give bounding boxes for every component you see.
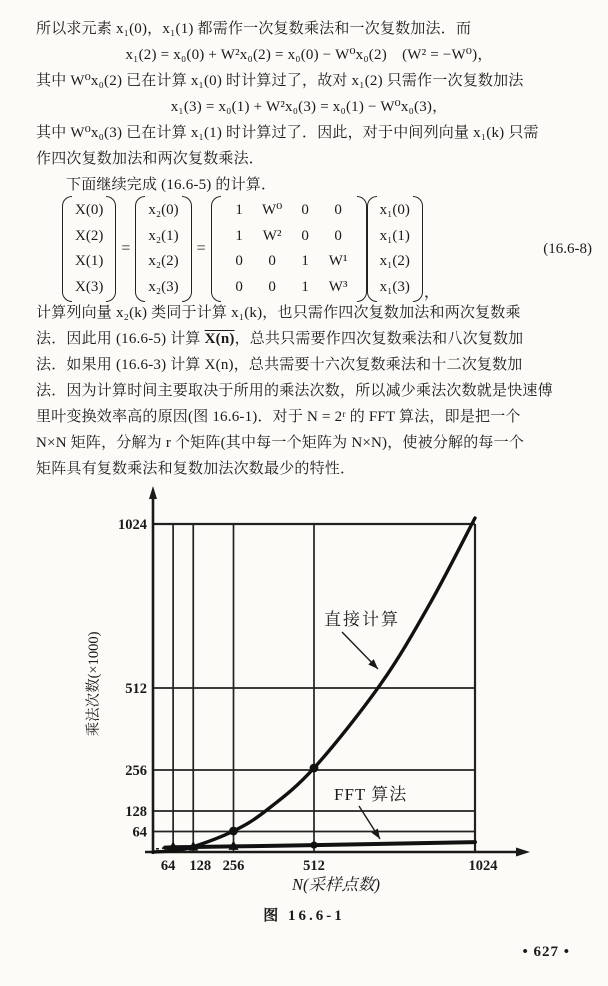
figure-caption: 图 16.6-1 xyxy=(263,908,345,924)
matrix-entry: 0 xyxy=(268,253,276,270)
matrix-entry: 1 xyxy=(301,278,309,295)
figure-16-6-1 xyxy=(28,484,576,898)
x-tick-label-512: 512 xyxy=(303,858,325,874)
paragraph-line xyxy=(36,326,582,352)
equals-sign: = xyxy=(121,240,131,257)
matrix-entry: 1 xyxy=(301,253,309,270)
page-number: • 627 • xyxy=(522,944,570,960)
equals-sign: = xyxy=(196,240,206,257)
left-paren xyxy=(135,196,145,302)
equation-x1-2: x₁(2) = x₀(0) + W²x₀(2) = x₀(0) − W⁰x₀(2) (W² = −W⁰)， xyxy=(125,47,493,63)
vector-entry: X(1) xyxy=(75,253,104,270)
matrix-row xyxy=(223,198,355,223)
fft-label-arrow-head xyxy=(371,829,380,839)
direct-curve-point-256 xyxy=(229,827,238,836)
x-tick-label-256: 256 xyxy=(222,858,245,874)
vector-entry: x₂(1) xyxy=(148,227,179,244)
vector-entry: x₂(0) xyxy=(148,202,179,219)
paragraph-line: 法．如果用 (16.6-3) 计算 X(n)，总共需要十六次复数乘法和十二次复数加 xyxy=(36,357,523,373)
text-segment: ，总共只需要作四次复数乘法和八次复数加 xyxy=(234,331,524,347)
vector-entry: X(3) xyxy=(75,278,104,295)
rhs-vector xyxy=(367,196,423,302)
matrix-equation-16-6-8 xyxy=(62,196,592,302)
mid-vector xyxy=(135,196,191,302)
matrix-entry: 1 xyxy=(235,202,243,219)
paragraph-line: 其中 W⁰x₀(2) 已在计算 x₁(0) 时计算过了，故对 x₁(2) 只需作一次复数加法 xyxy=(36,73,524,89)
x-tick-label-64: 64 xyxy=(160,858,176,874)
y-tick-label-256: 256 xyxy=(125,763,147,779)
matrix-entry: 0 xyxy=(235,278,243,295)
matrix-entry: 0 xyxy=(268,278,276,295)
paragraph-1 xyxy=(36,16,582,198)
matrix-row xyxy=(223,224,355,249)
overlined-xn: X(n) xyxy=(204,331,235,347)
paragraph-line: 下面继续完成 (16.6-5) 的计算． xyxy=(66,177,277,193)
matrix-entry: 0 xyxy=(235,253,243,270)
equation-x1-3: x₁(3) = x₀(1) + W²x₀(3) = x₀(1) − W⁰x₀(3)， xyxy=(170,99,448,115)
twiddle-matrix xyxy=(211,196,367,302)
left-paren xyxy=(367,196,377,302)
y-tick-label-128: 128 xyxy=(125,804,147,820)
lhs-vector xyxy=(62,196,116,302)
y-axis-arrow xyxy=(149,486,157,499)
vector-entry: x₁(0) xyxy=(379,202,410,219)
matrix-entry: 1 xyxy=(235,227,243,244)
matrix-row xyxy=(223,275,355,300)
y-tick-label-512: 512 xyxy=(125,681,147,697)
fft-algorithm-label: FFT 算法 xyxy=(334,785,408,804)
paragraph-line: 矩阵具有复数乘法和复数加法次数最少的特性． xyxy=(36,461,356,477)
comma: ， xyxy=(423,284,440,301)
paragraph-line: 里叶变换效率高的原因(图 16.6-1)．对于 N = 2ʳ 的 FFT 算法，即是把一个 xyxy=(36,409,521,425)
matrix-entry: W¹ xyxy=(328,253,348,270)
direct-curve-point-512 xyxy=(310,764,319,773)
right-paren xyxy=(413,196,423,302)
y-tick-label-1024: 1024 xyxy=(118,517,147,533)
fft-marker-dot-512 xyxy=(310,841,317,848)
matrix-entry: 0 xyxy=(301,202,309,219)
paragraph-line: 计算列向量 x₂(k) 类同于计算 x₁(k)，也只需作四次复数加法和两次复数乘 xyxy=(36,305,521,321)
x-tick-label-1024: 1024 xyxy=(468,858,498,874)
paragraph-2 xyxy=(36,300,582,482)
right-paren xyxy=(182,196,192,302)
right-paren xyxy=(357,196,367,302)
vector-entry: X(2) xyxy=(75,227,104,244)
matrix-entry: 0 xyxy=(334,202,342,219)
matrix-entry: 0 xyxy=(301,227,309,244)
equation-number: (16.6-8) xyxy=(543,240,592,257)
text-segment: 法．因此用 (16.6-5) 计算 xyxy=(36,331,205,347)
matrix-row xyxy=(223,249,355,274)
left-paren xyxy=(62,196,72,302)
paragraph-line: 法．因为计算时间主要取决于所用的乘法次数，所以减少乘法次数就是快速傅 xyxy=(36,383,553,399)
paragraph-line: 其中 W⁰x₀(3) 已在计算 x₁(1) 时计算过了．因此，对于中间列向量 x₁(k) 只需 xyxy=(36,125,539,141)
matrix-entry: W⁰ xyxy=(262,202,283,219)
matrix-entry: W² xyxy=(262,227,282,244)
left-paren xyxy=(211,196,221,302)
vector-entry: x₂(3) xyxy=(148,278,179,295)
matrix-entry: 0 xyxy=(334,227,342,244)
y-tick-label-64: 64 xyxy=(132,824,147,841)
y-axis-label: 乘法次数(×1000) xyxy=(86,631,102,737)
x-tick-label-128: 128 xyxy=(189,858,212,874)
right-paren xyxy=(106,196,116,302)
paragraph-line: 所以求元素 x₁(0)，x₁(1) 都需作一次复数乘法和一次复数加法．而 xyxy=(36,21,472,37)
x-axis-arrow xyxy=(516,848,530,857)
x-axis-label: N(采样点数) xyxy=(292,875,380,894)
multiplication-count-chart xyxy=(28,484,576,898)
vector-entry: x₁(1) xyxy=(379,227,410,244)
vector-entry: x₁(3) xyxy=(379,278,410,295)
direct-computation-label: 直接计算 xyxy=(324,610,400,629)
vector-entry: x₁(2) xyxy=(379,253,410,270)
fft-algorithm-line xyxy=(165,842,475,847)
vector-entry: X(0) xyxy=(75,202,104,219)
vector-entry: x₂(2) xyxy=(148,253,179,270)
paragraph-line: N×N 矩阵，分解为 r 个矩阵(其中每一个矩阵为 N×N)，使被分解的每一个 xyxy=(36,435,525,451)
matrix-entry: W³ xyxy=(328,278,348,295)
paragraph-line: 作四次复数加法和两次复数乘法． xyxy=(36,151,265,167)
